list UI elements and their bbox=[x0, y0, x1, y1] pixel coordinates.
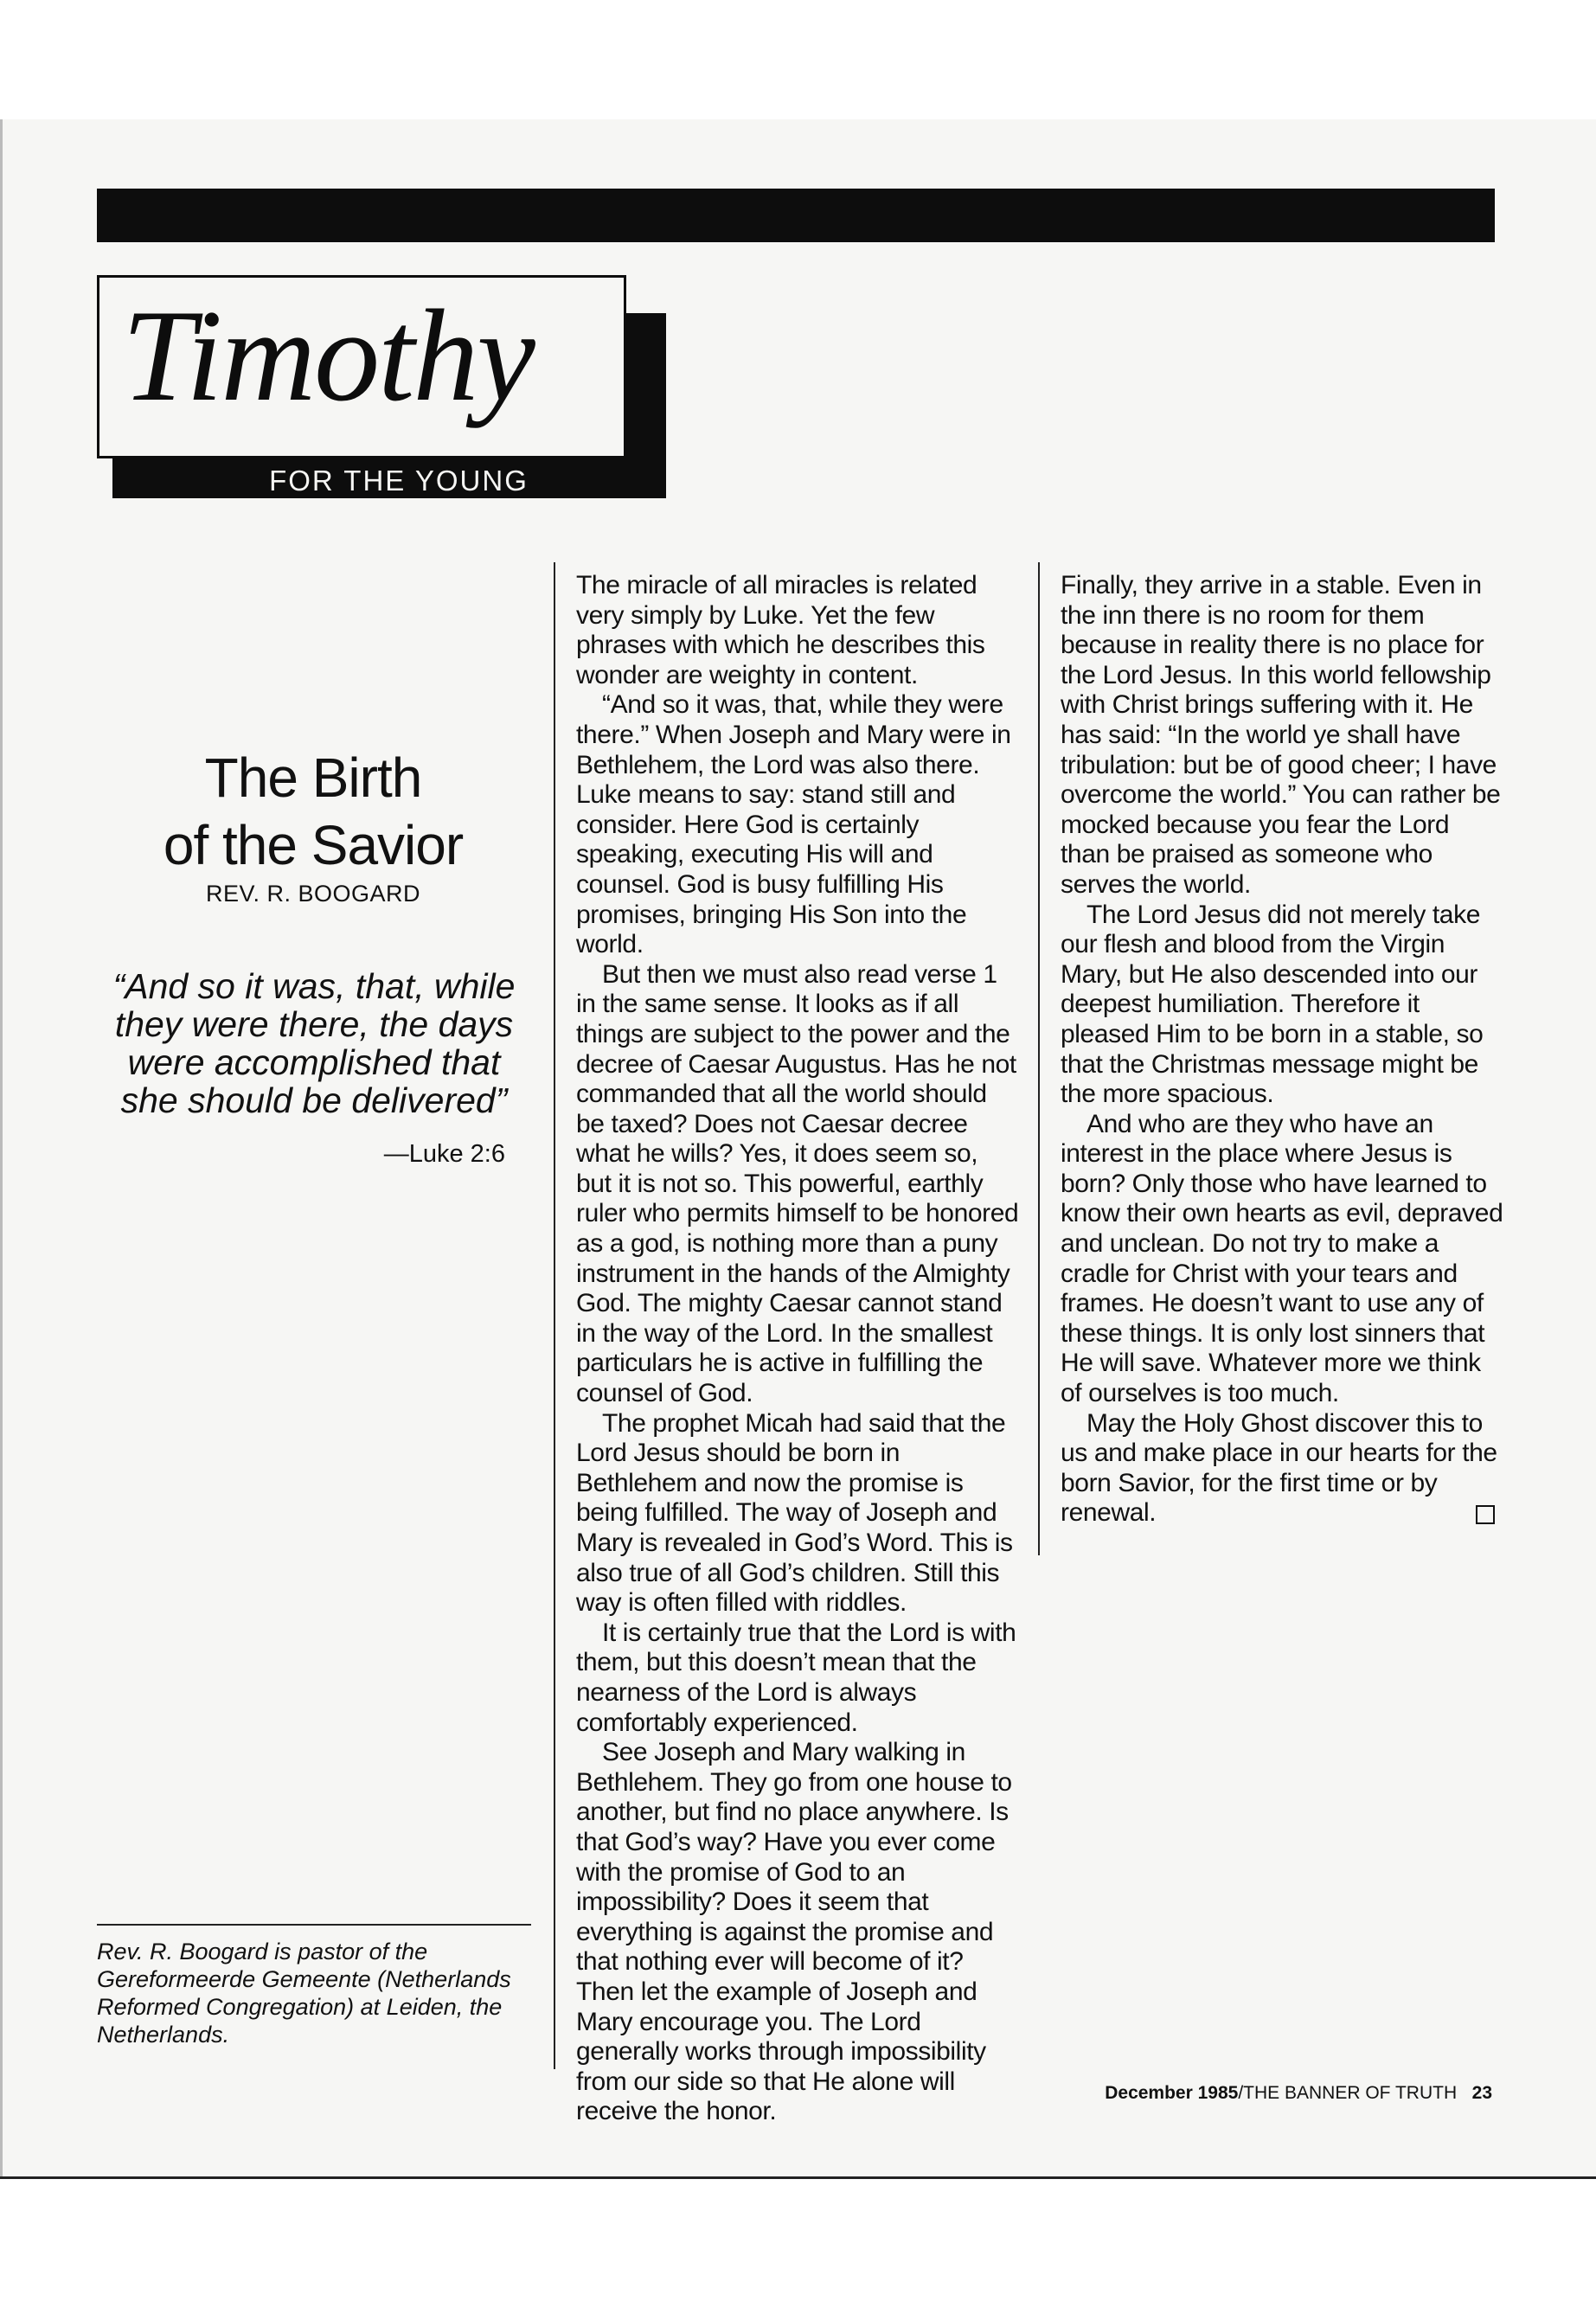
paragraph: The Lord Jesus did not merely take our flesh and blood from the Virgin Mary, but He also descended into our deepest humiliation. Therefore it pleased Him to be born in a stable, so that the Christmas message might be the more spacious. bbox=[1061, 900, 1484, 1109]
article-author: REV. R. BOOGARD bbox=[205, 881, 421, 907]
masthead-title: Timothy bbox=[122, 283, 534, 428]
paragraph: The miracle of all miracles is related very simply by Luke. Yet the few phrases with which he describes this wonder are weighty in content. bbox=[576, 571, 985, 689]
paragraph: “And so it was, that, while they were there.” When Joseph and Mary were in Bethlehem, the Lord was also there. Luke means to say: stand still and consider. Here God is certainly speaking, executing His will and counsel. God is busy fulfilling His promises, bringing His Son into the world. bbox=[576, 690, 1011, 959]
page-number: 23 bbox=[1471, 2083, 1492, 2103]
article-title-line1: The Birth bbox=[204, 747, 422, 809]
paragraph: And who are they who have an interest in the place where Jesus is born? Only those who have learned to know their own hearts as evil, depraved and unclean. Do not try to make a cradle for Christ with your tears and frames. He doesn’t want to use any of these things. It is only lost sinners that He will save. Whatever more we think of ourselves is too much. bbox=[1061, 1109, 1503, 1408]
header-black-bar bbox=[97, 189, 1495, 242]
article-column-1 bbox=[576, 571, 1019, 2127]
bio-divider bbox=[97, 1924, 531, 1926]
footer-date: December 1985 bbox=[1105, 2083, 1239, 2103]
column-divider-left bbox=[554, 562, 555, 2069]
paragraph: Finally, they arrive in a stable. Even in the inn there is no room for them because in reality there is no place for the Lord Jesus. In this world fellowship with Christ brings suffering with it. He has said: “In the world ye shall have tribulation: but be of good cheer; I have overcome the world.” You can rather be mocked because you fear the Lord than be praised as someone who serves the world. bbox=[1061, 571, 1501, 899]
article-title bbox=[97, 744, 529, 879]
masthead-box bbox=[97, 275, 626, 458]
column-divider-right bbox=[1038, 562, 1040, 1555]
paragraph: But then we must also read verse 1 in the same sense. It looks as if all things are subject to the power and the decree of Caesar Augustus. Has he not commanded that all the world should be taxed? Does not Caesar decree what he wills? Yes, it does seem so, but it is not so. This powerful, earthly ruler who permits himself to be honored as a god, is nothing more than a puny instrument in the hands of the Almighty God. The mighty Caesar cannot stand in the way of the Lord. In the smallest particulars he is active in fulfilling the counsel of God. bbox=[576, 959, 1019, 1408]
paragraph: It is certainly true that the Lord is with them, but this doesn’t mean that the nearness of the Lord is always comfortably experienced. bbox=[576, 1618, 1016, 1737]
article-column-2 bbox=[1061, 571, 1503, 1529]
paragraph: See Joseph and Mary walking in Bethlehem. They go from one house to another, but find no place anywhere. Is that God’s way? Have you ever come with the promise of God to an impossibility? Does it seem that everything is against the promise and that nothing ever will become of it? Then let the example of Joseph and Mary encourage you. The Lord generally works through impossibility from our side so that He alone will receive the honor. bbox=[576, 1738, 1012, 2126]
page-edge-left bbox=[0, 119, 3, 2178]
epigraph-reference: —Luke 2:6 bbox=[383, 1140, 505, 1168]
end-of-article-icon bbox=[1476, 1505, 1495, 1524]
paragraph-text: May the Holy Ghost discover this to us and make place in our hearts for the born Savior, for the first time or by renewal. bbox=[1061, 1408, 1497, 1528]
article-title-line2: of the Savior bbox=[163, 814, 464, 876]
epigraph-quote: “And so it was, that, while they were there, the days were accomplished that she should be delivered” bbox=[112, 966, 516, 1120]
paragraph bbox=[1061, 1409, 1503, 1529]
page-footer bbox=[1021, 2083, 1492, 2104]
author-bio: Rev. R. Boogard is pastor of the Gereformeerde Gemeente (Netherlands Reformed Congregation) at Leiden, the Netherlands. bbox=[97, 1939, 511, 2048]
footer-publication: /THE BANNER OF TRUTH bbox=[1238, 2083, 1458, 2103]
paragraph: The prophet Micah had said that the Lord Jesus should be born in Bethlehem and now the promise is being fulfilled. The way of Joseph and Mary is revealed in God’s Word. This is also true of all God’s children. Still this way is often filled with riddles. bbox=[576, 1408, 1013, 1618]
page-edge-bottom bbox=[0, 2176, 1596, 2179]
masthead-subtitle: FOR THE YOUNG bbox=[269, 465, 529, 497]
